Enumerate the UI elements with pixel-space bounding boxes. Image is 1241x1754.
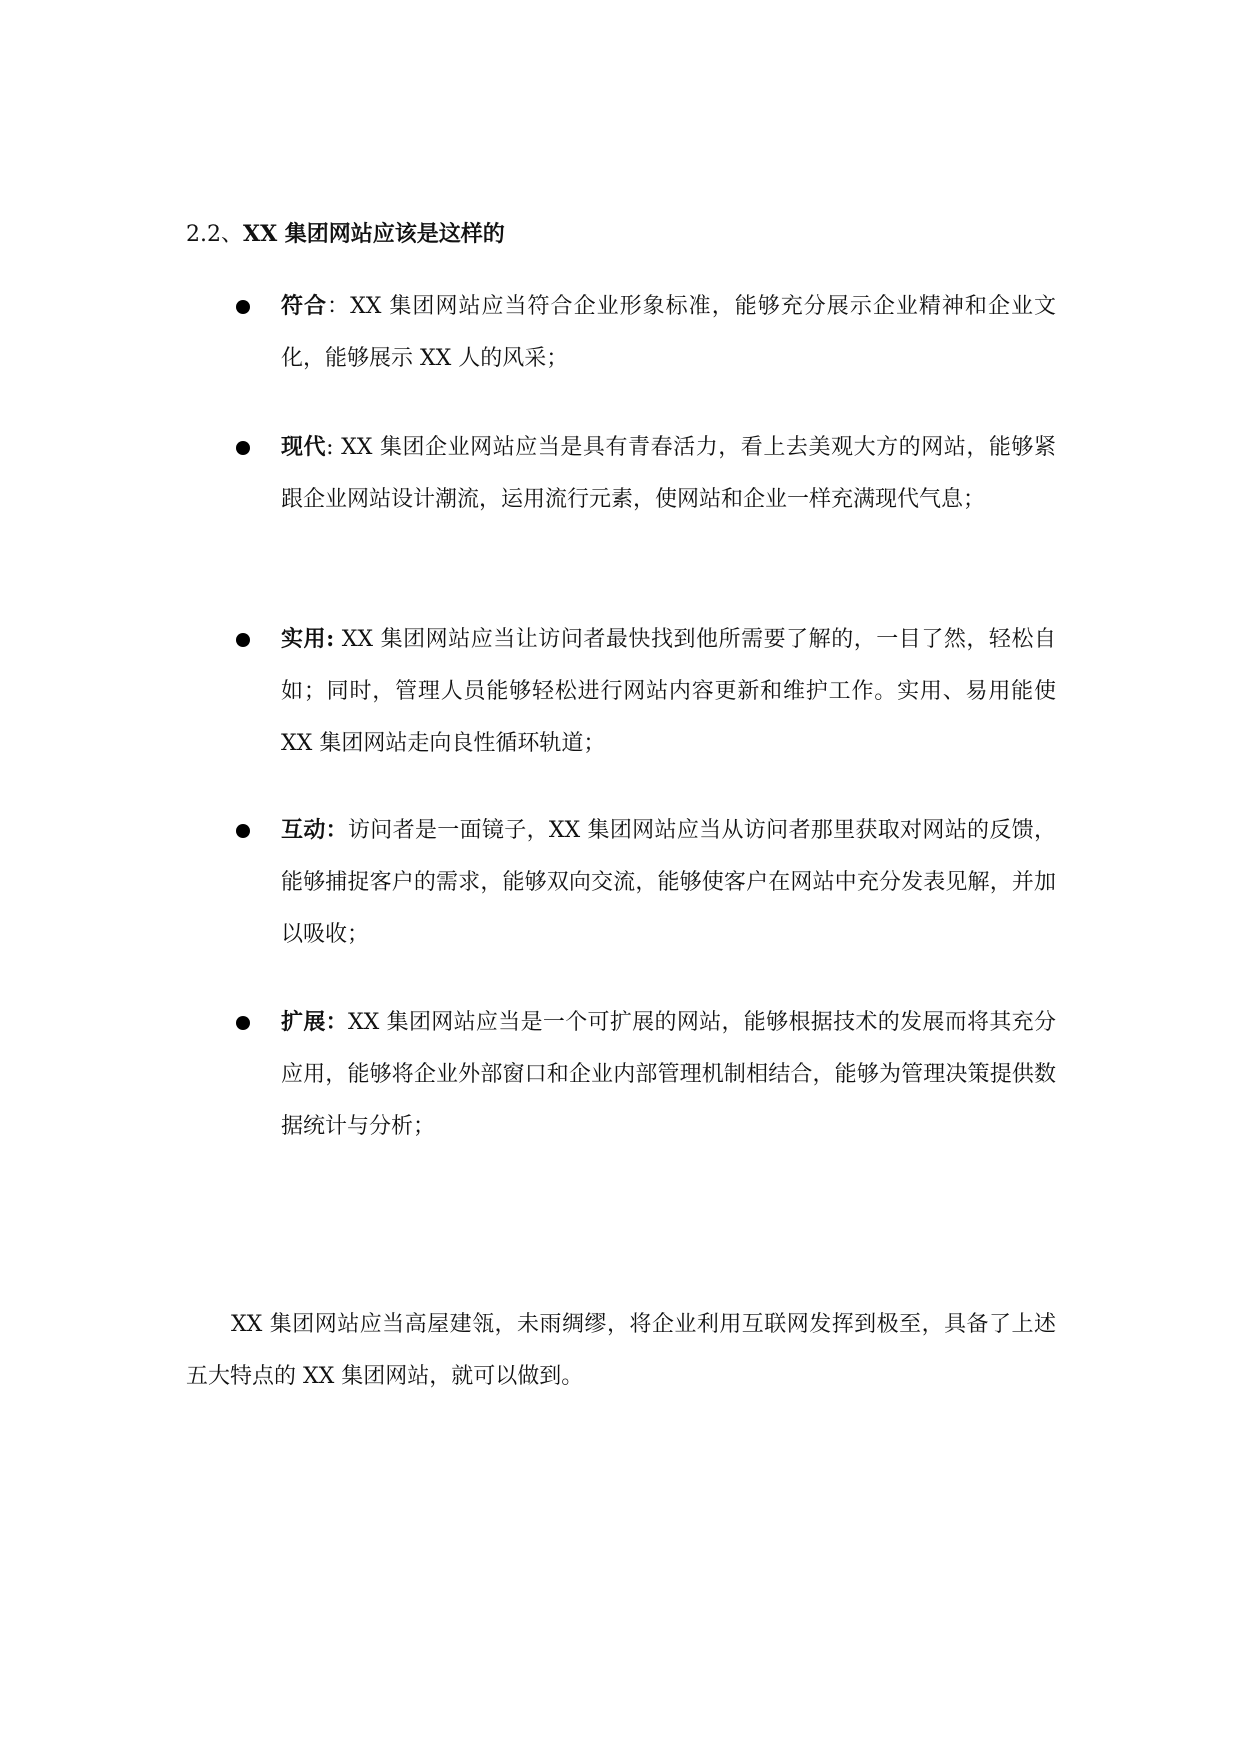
- section-title: XX 集团网站应该是这样的: [243, 221, 505, 247]
- bullet-term: 扩展：: [281, 1009, 348, 1035]
- bullet-dot-icon: [236, 633, 250, 647]
- bullet-term: 现代: [281, 434, 327, 460]
- section-number: 2.2、: [186, 222, 243, 247]
- bullet-term: 互动：: [281, 817, 348, 843]
- bullet-term: 符合: [281, 293, 328, 319]
- bullet-body: 访问者是一面镜子，XX 集团网站应当从访问者那里获取对网站的反馈，能够捕捉客户的需求，能够双向交流，能够使客户在网站中充分发表见解，并加以吸收；: [281, 818, 1056, 947]
- bullet-dot-icon: [236, 300, 250, 314]
- section-heading: [186, 219, 505, 250]
- bullet-separator: [334, 627, 342, 652]
- bullet-separator: :: [326, 435, 342, 460]
- bullet-body: XX 集团网站应当是一个可扩展的网站，能够根据技术的发展而将其充分应用，能够将企业外部窗口和企业内部管理机制相结合，能够为管理决策提供数据统计与分析；: [281, 1010, 1056, 1139]
- bullet-paragraph: [281, 280, 1056, 385]
- bullet-dot-icon: [236, 1016, 250, 1030]
- bullet-term: 实用:: [281, 626, 335, 652]
- bullet-paragraph: [281, 421, 1056, 526]
- bullet-body: XX 集团网站应当符合企业形象标准，能够充分展示企业精神和企业文化，能够展示 XX 人的风采；: [281, 294, 1056, 371]
- bullet-paragraph: [281, 804, 1056, 961]
- bullet-body: XX 集团网站应当让访问者最快找到他所需要了解的，一目了然，轻松自如；同时，管理人员能够轻松进行网站内容更新和维护工作。实用、易用能使 XX 集团网站走向良性循环轨道；: [281, 627, 1056, 756]
- bullet-paragraph: [281, 613, 1056, 770]
- bullet-dot-icon: [236, 824, 250, 838]
- bullet-body: XX 集团企业网站应当是具有青春活力，看上去美观大方的网站，能够紧跟企业网站设计潮流，运用流行元素，使网站和企业一样充满现代气息；: [281, 435, 1056, 512]
- bullet-paragraph: [281, 996, 1056, 1153]
- bullet-dot-icon: [236, 441, 250, 455]
- bullet-separator: ：: [327, 294, 351, 319]
- closing-paragraph: XX 集团网站应当高屋建瓴，未雨绸缪，将企业利用互联网发挥到极至，具备了上述五大特点的 XX 集团网站，就可以做到。: [186, 1312, 1056, 1389]
